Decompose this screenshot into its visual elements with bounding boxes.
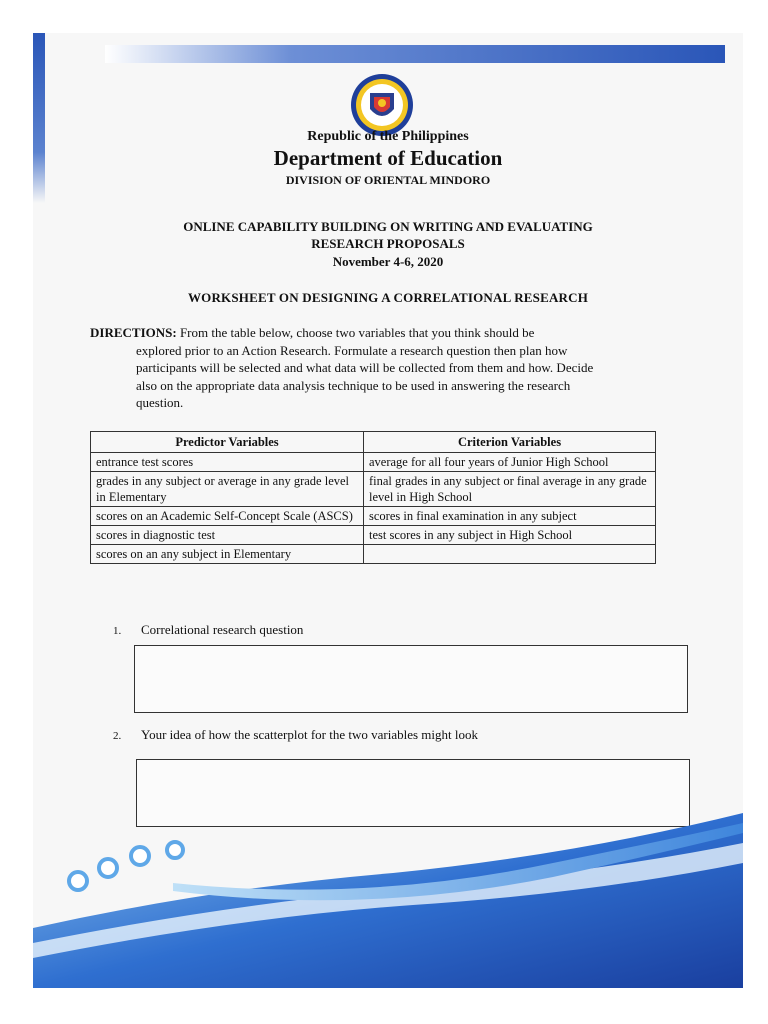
question-text: Your idea of how the scatterplot for the two variables might look: [141, 727, 478, 742]
directions-line4: also on the appropriate data analysis technique to be used in answering the research: [136, 377, 571, 393]
table-header-row: [91, 432, 656, 453]
criterion-cell: final grades in any subject or final average in any grade level in High School: [364, 472, 656, 507]
bubble-4: [167, 842, 183, 858]
predictor-cell: scores in diagnostic test: [91, 526, 364, 545]
predictor-cell: scores on an any subject in Elementary: [91, 545, 364, 564]
bottom-wave-decoration: [33, 793, 743, 988]
bubble-2: [99, 859, 117, 877]
directions-line2: explored prior to an Action Research. Formulate a research question then plan how: [136, 342, 568, 358]
table-row: [91, 526, 656, 545]
predictor-cell: scores on an Academic Self-Concept Scale (ASCS): [91, 507, 364, 526]
table-row: [91, 545, 656, 564]
directions-line1: From the table below, choose two variables that you think should be: [176, 325, 535, 340]
table-row: [91, 472, 656, 507]
directions-paragraph: [90, 324, 670, 412]
criterion-cell: test scores in any subject in High School: [364, 526, 656, 545]
directions-line3: participants will be selected and what data will be collected from them and how. Decide: [136, 360, 594, 375]
event-title-line1: ONLINE CAPABILITY BUILDING ON WRITING AND EVALUATING: [183, 219, 593, 234]
variables-table: [90, 431, 656, 564]
table-row: [91, 453, 656, 472]
top-decorative-bar: [105, 45, 725, 63]
event-date: November 4-6, 2020: [332, 254, 444, 269]
question-2: [113, 727, 478, 743]
directions-label: DIRECTIONS:: [90, 325, 177, 340]
table-row: [91, 507, 656, 526]
department-heading: Department of Education: [273, 146, 503, 170]
criterion-cell: average for all four years of Junior High School: [364, 453, 656, 472]
deped-seal-icon: [350, 73, 414, 137]
republic-heading: Republic of the Philippines: [307, 129, 469, 144]
answer-box-research-question[interactable]: [134, 645, 688, 713]
worksheet-page: [33, 33, 743, 988]
directions-line5: question.: [136, 395, 184, 410]
bubble-3: [131, 847, 149, 865]
event-title-line2: RESEARCH PROPOSALS: [311, 236, 465, 251]
predictor-header: Predictor Variables: [91, 432, 364, 453]
question-number: 1.: [113, 625, 122, 637]
bubble-1: [69, 872, 87, 890]
criterion-cell: [364, 545, 656, 564]
division-heading: DIVISION OF ORIENTAL MINDORO: [285, 173, 491, 187]
criterion-cell: scores in final examination in any subject: [364, 507, 656, 526]
predictor-cell: entrance test scores: [91, 453, 364, 472]
question-text: Correlational research question: [141, 622, 304, 637]
question-number: 2.: [113, 730, 122, 742]
predictor-cell: grades in any subject or average in any grade level in Elementary: [91, 472, 364, 507]
criterion-header: Criterion Variables: [364, 432, 656, 453]
worksheet-title: WORKSHEET ON DESIGNING A CORRELATIONAL RESEARCH: [187, 290, 589, 305]
question-1: [113, 622, 303, 638]
